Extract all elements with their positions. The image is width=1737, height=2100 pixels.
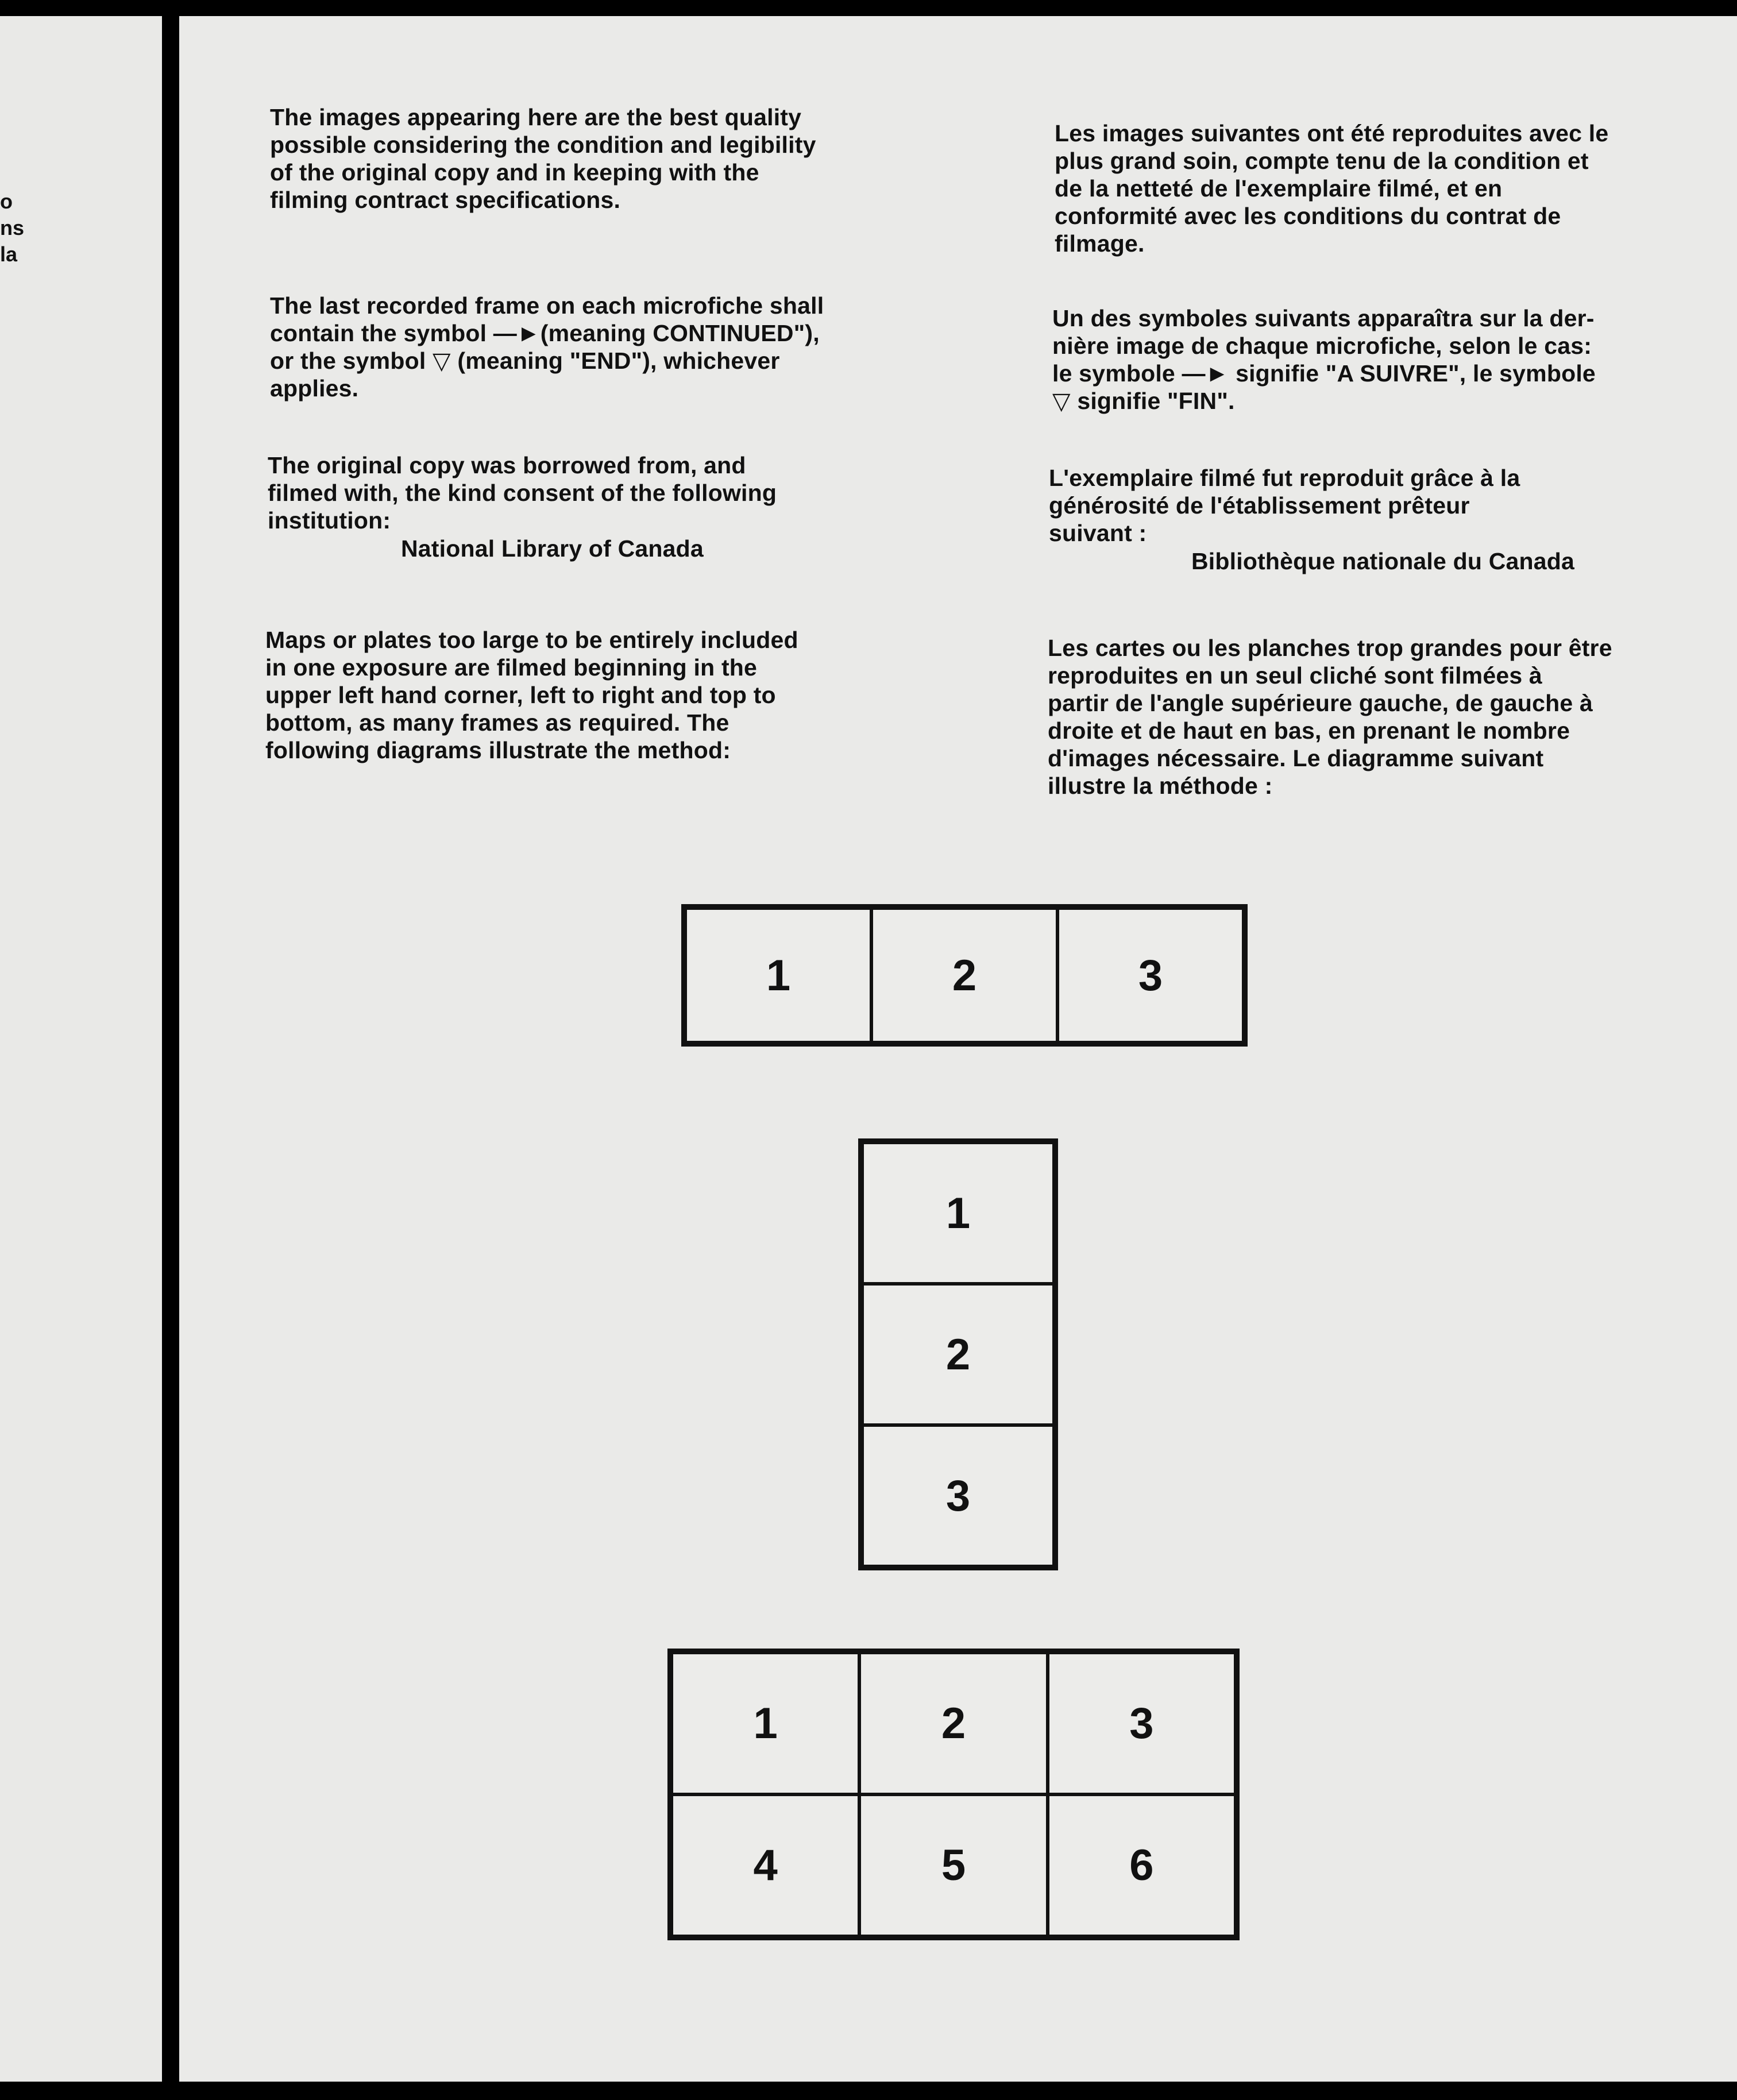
diagram-vertical-strip [858,1138,1058,1570]
french-maps-block [1048,634,1731,800]
frame-cell: 6 [1048,1794,1236,1936]
frame-cell: 3 [1048,1653,1236,1794]
frame-divider [162,0,179,2100]
frame-cell: 5 [859,1794,1047,1936]
english-institution-block [268,451,945,563]
frame-cell: 3 [862,1425,1054,1566]
french-quality-block [1055,119,1732,257]
diagram-horizontal-strip [681,904,1248,1047]
english-symbol-block [270,292,948,402]
english-symbol-paragraph: The last recorded frame on each microfiche shall contain the symbol —►(meaning CONTINUED"), or the symbol ▽ (meaning "END"), whichever applies. [270,292,824,402]
english-maps-paragraph: Maps or plates too large to be entirely included in one exposure are filmed beginning in the upper left hand corner, left to right and top to bottom, as many frames as required. The following diagrams illustrate the method: [265,627,798,763]
fragment-line-2: ns [0,216,25,240]
french-symbol-paragraph: Un des symboles suivants apparaîtra sur la der- nière image de chaque microfiche, selon le cas: le symbole —► signifie "A SUIVRE", le symbole ▽ signifie "FIN". [1052,305,1596,414]
frame-cell: 1 [671,1653,859,1794]
frame-cell: 3 [1057,908,1244,1043]
french-institution-block [1049,464,1727,576]
english-institution-paragraph: The original copy was borrowed from, and filmed with, the kind consent of the following institution: [268,452,777,534]
english-quality-paragraph: The images appearing here are the best quality possible considering the condition and legibility of the original copy and in keeping with the filming contract specifications. [270,104,816,213]
english-column [270,103,948,214]
english-institution-name: National Library of Canada [401,535,704,562]
fragment-line-3: la [0,242,18,266]
french-institution-paragraph: L'exemplaire filmé fut reproduit grâce à la générosité de l'établissement prêteur suivant : [1049,465,1520,546]
french-quality-paragraph: Les images suivantes ont été reproduites avec le plus grand soin, compte tenu de la condition et de la netteté de l'exemplaire filmé, et en conformité avec les conditions du contrat de filmage. [1055,120,1609,257]
fragment-line-1: o [0,190,13,213]
french-institution-name: Bibliothèque nationale du Canada [1191,548,1575,574]
film-edge-bottom [0,2082,1737,2100]
frame-cell: 1 [862,1142,1054,1284]
french-maps-paragraph: Les cartes ou les planches trop grandes pour être reproduites en un seul cliché sont filmées à partir de l'angle supérieure gauche, de gauche à droite et de haut en bas, en prenant le nombre d'images nécessaire. Le diagramme suivant illustre la méthode : [1048,635,1612,799]
frame-cell: 1 [685,908,871,1043]
frame-cell: 4 [671,1794,859,1936]
frame-cell: 2 [859,1653,1047,1794]
frame-cell: 2 [871,908,1057,1043]
french-symbol-block [1052,304,1730,415]
previous-page-fragment [0,16,162,2082]
english-maps-block [265,626,955,764]
diagram-grid-2x3 [667,1649,1240,1940]
frame-cell: 2 [862,1284,1054,1425]
